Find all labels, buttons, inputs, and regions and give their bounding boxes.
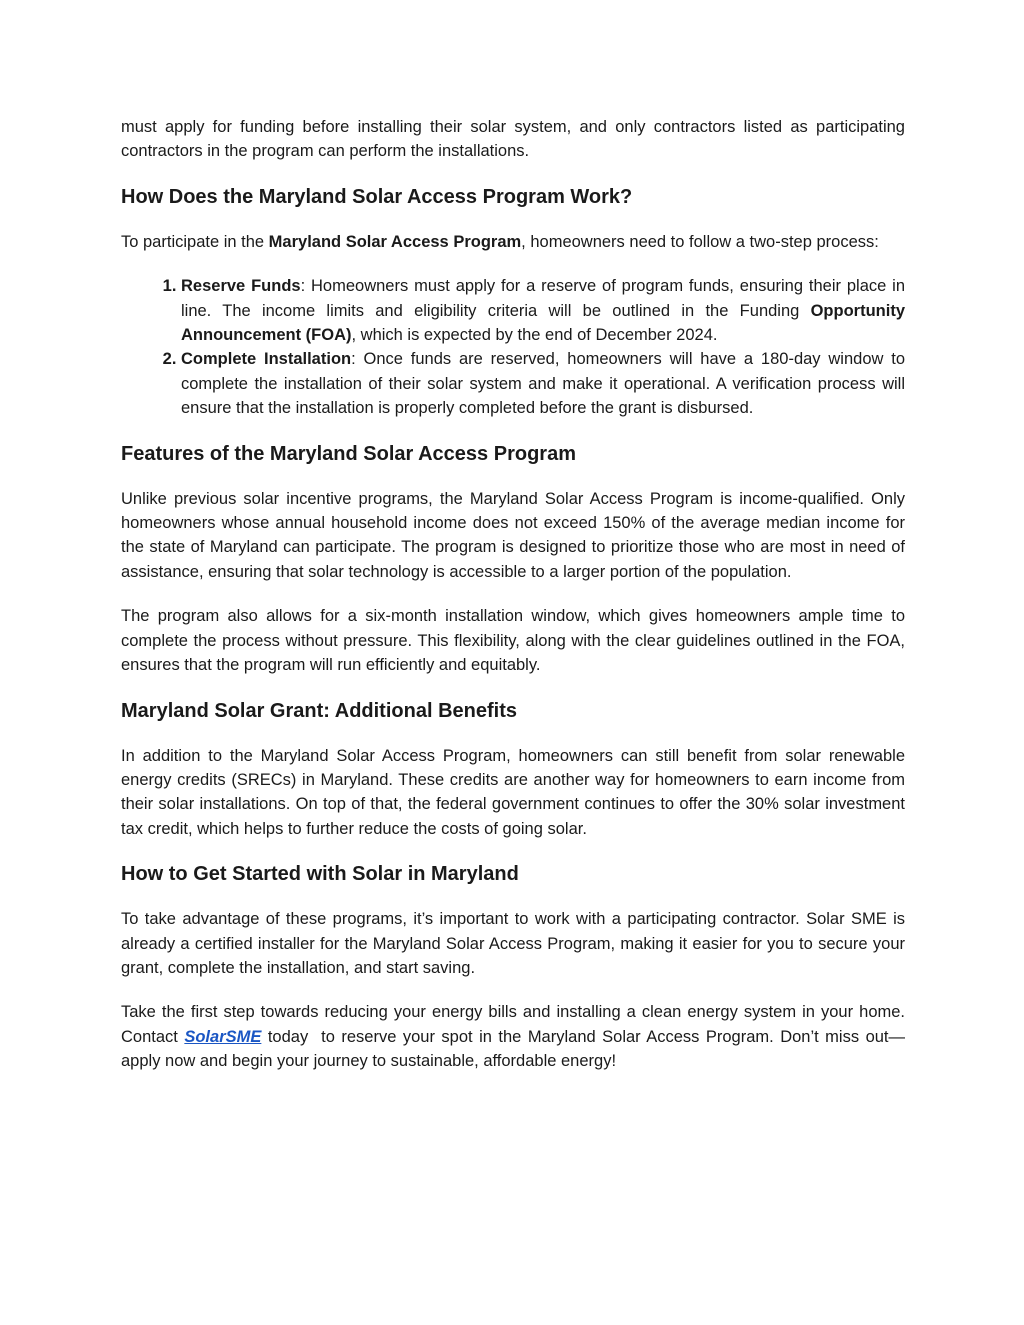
benefits-paragraph: In addition to the Maryland Solar Access Program, homeowners can still benefit from solar renewable energy credits (SRECs) in Maryland. These credits are another way for homeowners to earn income from their solar installations. On top of that, the federal government continues to offer the 30% solar investment tax credit, which helps to further reduce the costs of going solar. bbox=[121, 746, 905, 838]
step-reserve-funds bbox=[181, 274, 905, 347]
features-paragraph-1: Unlike previous solar incentive programs, the Maryland Solar Access Program is income-qualified. Only homeowners whose annual household income does not exceed 150% of the average median income for the state of Maryland can participate. The program is designed to prioritize those who are most in need of assistance, ensuring that solar technology is accessible to a larger portion of the population. bbox=[121, 489, 905, 581]
document-page bbox=[121, 115, 905, 1074]
solarsme-link[interactable]: SolarSME bbox=[184, 1027, 262, 1046]
foa-bold: Opportunity Announcement (FOA) bbox=[181, 301, 905, 345]
heading-how-program-works: How Does the Maryland Solar Access Program Work? bbox=[121, 185, 633, 208]
program-name-bold: Maryland Solar Access Program bbox=[268, 232, 522, 251]
step-title: Reserve Funds bbox=[181, 277, 301, 296]
how-works-text-pre: To participate in the bbox=[121, 232, 269, 251]
step-title: Complete Installation bbox=[181, 350, 352, 369]
cta-text-pre: Take the first step towards reducing your energy bills and installing a clean energy system in your home. Contact bbox=[121, 1003, 905, 1046]
steps-list bbox=[121, 274, 905, 420]
heading-get-started: How to Get Started with Solar in Maryland bbox=[121, 863, 519, 886]
cta-text-post: today to reserve your spot in the Maryland Solar Access Program. Don’t miss out—apply now and begin your journey to sustainable, affordable energy! bbox=[121, 1027, 906, 1071]
how-works-paragraph bbox=[121, 230, 905, 254]
heading-additional-benefits: Maryland Solar Grant: Additional Benefits bbox=[121, 699, 517, 722]
heading-features: Features of the Maryland Solar Access Program bbox=[121, 442, 576, 465]
get-started-paragraph: To take advantage of these programs, it’s important to work with a participating contractor. Solar SME is already a certified installer for the Maryland Solar Access Program, making it easier for you to secure your grant, complete the installation, and start saving. bbox=[121, 910, 905, 977]
step-text-pre: : Homeowners must apply for a reserve of program funds, ensuring their place in line. The income limits and eligibility criteria will be outlined in the Funding bbox=[181, 277, 905, 320]
step-complete-installation bbox=[181, 347, 905, 420]
intro-paragraph: must apply for funding before installing their solar system, and only contractors listed as participating contractors in the program can perform the installations. bbox=[121, 118, 905, 161]
how-works-text-post: , homeowners need to follow a two-step process: bbox=[521, 232, 879, 251]
step-text-post: , which is expected by the end of December 2024. bbox=[351, 326, 718, 345]
features-paragraph-2: The program also allows for a six-month installation window, which gives homeowners ample time to complete the process without pressure. This flexibility, along with the clear guidelines outlined in the FOA, ensures that the program will run efficiently and equitably. bbox=[121, 607, 905, 675]
cta-paragraph bbox=[121, 1000, 905, 1073]
step-text: : Once funds are reserved, homeowners will have a 180-day window to complete the installation of their solar system and make it operational. A verification process will ensure that the installation is properly completed before the grant is disbursed. bbox=[181, 350, 906, 418]
